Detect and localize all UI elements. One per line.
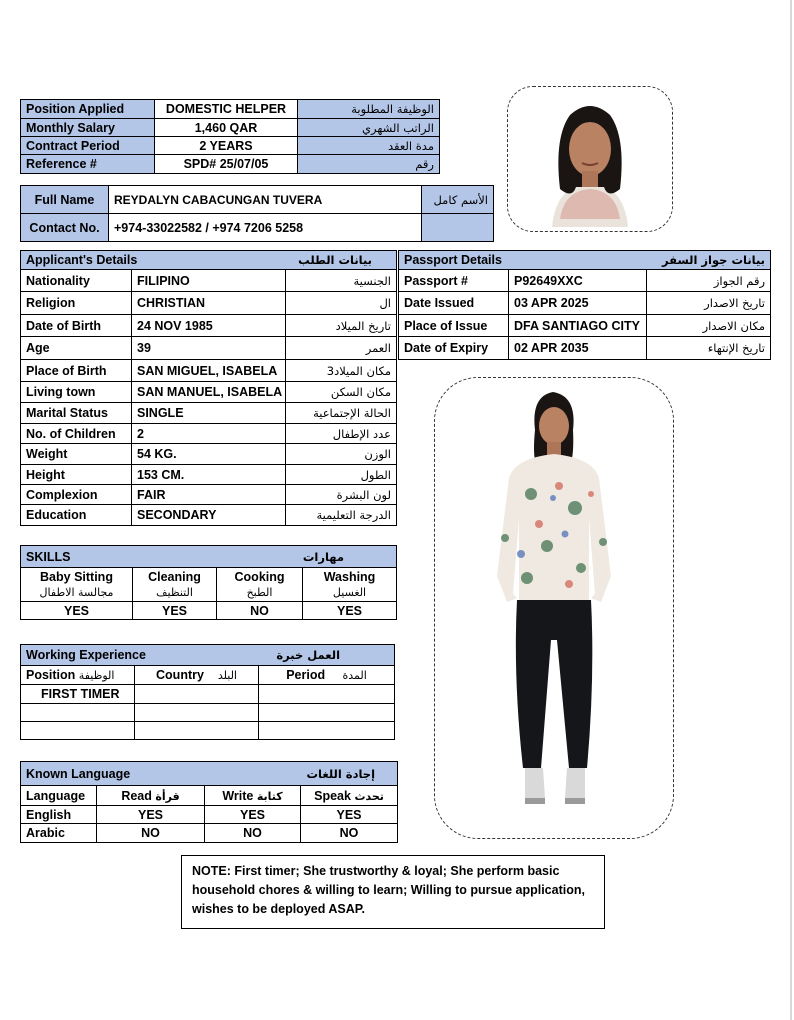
known-language-table (20, 761, 398, 843)
experience-title-ar: العمل خبرة (259, 645, 395, 666)
speak-header-ar: تحدث (354, 789, 384, 803)
marital-status-value: SINGLE (132, 403, 286, 424)
reference-ar: رقم (298, 155, 440, 174)
nationality-label: Nationality (21, 270, 132, 292)
experience-title: Working Experience (21, 645, 259, 666)
english-write: YES (205, 806, 301, 824)
nationality-ar: الجنسية (286, 270, 397, 292)
place-of-birth-label: Place of Birth (21, 360, 132, 382)
speak-header-en: Speak (314, 788, 351, 803)
portrait-photo (507, 86, 673, 232)
languages-title: Known Language (21, 762, 205, 786)
dob-label: Date of Birth (21, 315, 132, 337)
english-speak: YES (301, 806, 398, 824)
passport-number-value: P92649XXC (509, 270, 647, 292)
experience-row-2-period (259, 704, 395, 722)
name-contact-table (20, 185, 494, 242)
skill-baby-sitting (21, 568, 133, 602)
country-header-en: Country (156, 668, 204, 682)
age-ar: العمر (286, 337, 397, 360)
position-applied-label: Position Applied (21, 100, 155, 119)
full-body-photo (434, 377, 674, 839)
marital-status-label: Marital Status (21, 403, 132, 424)
experience-row-1-position: FIRST TIMER (21, 685, 135, 704)
complexion-ar: لون البشرة (286, 485, 397, 505)
children-ar: عدد الإطفال (286, 424, 397, 444)
education-ar: الدرجة التعليمية (286, 505, 397, 526)
skill-washing-en: Washing (323, 569, 376, 584)
height-ar: الطول (286, 465, 397, 485)
experience-row-2-position (21, 704, 135, 722)
children-value: 2 (132, 424, 286, 444)
marital-status-ar: الحالة الإجتماعية (286, 403, 397, 424)
languages-title-ar: إجادة اللغات (205, 762, 398, 786)
full-name-ar: الأسم كامل (422, 186, 494, 214)
skill-cooking-value: NO (217, 602, 303, 620)
english-label: English (21, 806, 97, 824)
passport-number-ar: رقم الجواز (647, 270, 771, 292)
passport-details-table (398, 250, 771, 360)
skill-baby-sitting-ar: مجالسة الاطفال (39, 585, 114, 599)
read-header-en: Read (121, 788, 152, 803)
full-name-value: REYDALYN CABACUNGAN TUVERA (109, 186, 422, 214)
place-of-issue-value: DFA SANTIAGO CITY (509, 315, 647, 337)
experience-row-3-country (135, 722, 259, 740)
height-label: Height (21, 465, 132, 485)
contact-ar-cell (422, 214, 494, 242)
contact-value: +974-33022582 / +974 7206 5258 (109, 214, 422, 242)
period-header-ar: المدة (342, 669, 367, 682)
passport-number-label: Passport # (399, 270, 509, 292)
skills-title-ar: مهارات (217, 546, 397, 568)
skill-baby-sitting-value: YES (21, 602, 133, 620)
applicant-title-ar: بيانات الطلب (286, 251, 397, 270)
place-of-birth-ar: مكان الميلاد3 (286, 360, 397, 382)
children-label: No. of Children (21, 424, 132, 444)
full-name-label: Full Name (21, 186, 109, 214)
religion-label: Religion (21, 292, 132, 315)
skill-washing-ar: الغسيل (332, 585, 367, 599)
date-issued-label: Date Issued (399, 292, 509, 315)
monthly-salary-label: Monthly Salary (21, 119, 155, 137)
skills-table (20, 545, 397, 620)
education-label: Education (21, 505, 132, 526)
skill-cleaning (133, 568, 217, 602)
place-of-issue-ar: مكان الاصدار (647, 315, 771, 337)
date-of-expiry-label: Date of Expiry (399, 337, 509, 360)
experience-row-1-period (259, 685, 395, 704)
living-town-label: Living town (21, 382, 132, 403)
contact-label: Contact No. (21, 214, 109, 242)
arabic-write: NO (205, 824, 301, 843)
height-value: 153 CM. (132, 465, 286, 485)
read-header (97, 786, 205, 806)
skills-title: SKILLS (21, 546, 217, 568)
weight-label: Weight (21, 444, 132, 465)
note-box: NOTE: First timer; She trustworthy & loyal; She perform basic household chores & willing to learn; Willing to pursue application, wishes to be deployed ASAP. (181, 855, 605, 929)
contract-period-ar: مدة العقد (298, 137, 440, 155)
arabic-read: NO (97, 824, 205, 843)
date-of-expiry-value: 02 APR 2035 (509, 337, 647, 360)
contract-period-label: Contract Period (21, 137, 155, 155)
age-label: Age (21, 337, 132, 360)
working-experience-table (20, 644, 395, 740)
passport-title-ar: بيانات جواز السفر (647, 251, 771, 270)
age-value: 39 (132, 337, 286, 360)
language-header: Language (21, 786, 97, 806)
write-header-ar: كتابة (256, 789, 283, 803)
nationality-value: FILIPINO (132, 270, 286, 292)
speak-header (301, 786, 398, 806)
job-info-table (20, 99, 440, 174)
date-issued-ar: تاريخ الاصدار (647, 292, 771, 315)
place-of-birth-value: SAN MIGUEL, ISABELA (132, 360, 286, 382)
write-header-en: Write (222, 788, 254, 803)
complexion-value: FAIR (132, 485, 286, 505)
dob-value: 24 NOV 1985 (132, 315, 286, 337)
position-applied-value: DOMESTIC HELPER (155, 100, 298, 119)
experience-row-2-country (135, 704, 259, 722)
arabic-speak: NO (301, 824, 398, 843)
reference-value: SPD# 25/07/05 (155, 155, 298, 174)
weight-value: 54 KG. (132, 444, 286, 465)
applicant-details-table (20, 250, 397, 526)
date-of-expiry-ar: تاريخ الإنتهاء (647, 337, 771, 360)
contract-period-value: 2 YEARS (155, 137, 298, 155)
complexion-label: Complexion (21, 485, 132, 505)
applicant-title: Applicant's Details (21, 251, 286, 270)
skill-washing-value: YES (303, 602, 397, 620)
skill-baby-sitting-en: Baby Sitting (40, 569, 113, 584)
english-read: YES (97, 806, 205, 824)
write-header (205, 786, 301, 806)
skill-cooking (217, 568, 303, 602)
weight-ar: الوزن (286, 444, 397, 465)
experience-row-3-period (259, 722, 395, 740)
arabic-label: Arabic (21, 824, 97, 843)
place-of-issue-label: Place of Issue (399, 315, 509, 337)
period-header (259, 666, 395, 685)
skill-cleaning-ar: التنظيف (156, 585, 193, 599)
page-edge (790, 0, 792, 1020)
skill-cooking-en: Cooking (234, 569, 285, 584)
monthly-salary-value: 1,460 QAR (155, 119, 298, 137)
living-town-value: SAN MANUEL, ISABELA (132, 382, 286, 403)
passport-title: Passport Details (399, 251, 647, 270)
position-header-ar: الوظيفة (78, 669, 115, 682)
religion-ar: ال (286, 292, 397, 315)
living-town-ar: مكان السكن (286, 382, 397, 403)
country-header-ar: البلد (217, 669, 237, 682)
monthly-salary-ar: الراتب الشهري (298, 119, 440, 137)
position-header-en: Position (26, 668, 76, 682)
period-header-en: Period (286, 668, 326, 682)
reference-label: Reference # (21, 155, 155, 174)
read-header-ar: قرأة (155, 789, 180, 803)
religion-value: CHRISTIAN (132, 292, 286, 315)
position-header (21, 666, 135, 685)
country-header (135, 666, 259, 685)
skill-cleaning-value: YES (133, 602, 217, 620)
experience-row-1-country (135, 685, 259, 704)
skill-cleaning-en: Cleaning (148, 569, 201, 584)
skill-cooking-ar: الطبخ (246, 585, 273, 599)
dob-ar: تاريخ الميلاد (286, 315, 397, 337)
date-issued-value: 03 APR 2025 (509, 292, 647, 315)
position-applied-ar: الوظيفة المطلوبة (298, 100, 440, 119)
experience-row-3-position (21, 722, 135, 740)
education-value: SECONDARY (132, 505, 286, 526)
skill-washing (303, 568, 397, 602)
